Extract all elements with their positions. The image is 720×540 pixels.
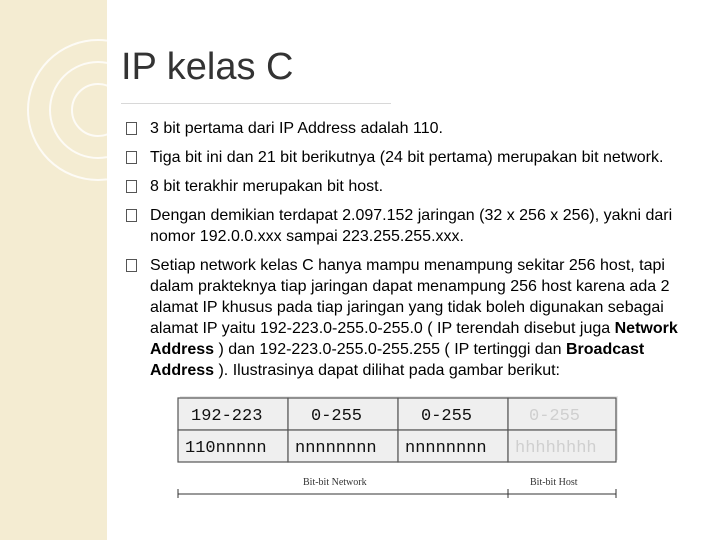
bottom-label-2: nnnnnnnn xyxy=(295,439,377,458)
top-label-2: 0-255 xyxy=(311,407,363,426)
bullet-text-part: ). Ilustrasinya dapat dilihat pada gambar berikut: xyxy=(214,362,560,379)
bullet-text: 3 bit pertama dari IP Address adalah 110. xyxy=(150,120,443,137)
bullet-item xyxy=(126,176,698,197)
bullet-item xyxy=(126,118,698,139)
class-c-bit-diagram xyxy=(175,393,625,513)
slide-title: IP kelas C xyxy=(121,46,294,88)
decorative-circles xyxy=(0,0,107,540)
top-label-4: 0-255 xyxy=(529,407,581,426)
bullet-text-part: ) dan 192-223.0-255.0-255.255 ( IP tertinggi dan xyxy=(214,341,566,358)
decorative-side-band xyxy=(0,0,107,540)
bullet-item xyxy=(126,255,698,381)
bullet-item xyxy=(126,147,698,168)
network-bits-label: Bit-bit Network xyxy=(303,477,367,488)
bullet-text-part: Setiap network kelas C hanya mampu menampung sekitar 256 host, tapi dalam prakteknya tiap jaringan dapat menampung 256 host karena ada 2 alamat IP khusus pada tiap jaringan yang tidak boleh digunakan sebagai alamat IP yaitu 192-223.0-255.0-255.0 ( IP terendah disebut juga xyxy=(150,257,670,337)
network-address-term: Network Address xyxy=(150,320,678,358)
bullet-text: Dengan demikian terdapat 2.097.152 jaringan (32 x 256 x 256), yakni dari nomor 192.0.0.xxx sampai 223.255.255.xxx. xyxy=(150,207,673,245)
top-label-3: 0-255 xyxy=(421,407,473,426)
title-underline xyxy=(121,103,391,104)
bottom-label-1: 110nnnnn xyxy=(185,439,267,458)
bullet-item xyxy=(126,205,698,247)
bullet-text: 8 bit terakhir merupakan bit host. xyxy=(150,178,384,195)
bullet-box-icon xyxy=(126,180,137,193)
top-label-1: 192-223 xyxy=(191,407,263,426)
bottom-label-4: hhhhhhhh xyxy=(515,439,597,458)
bullet-box-icon xyxy=(126,122,137,135)
bullet-list xyxy=(126,118,698,389)
bullet-box-icon xyxy=(126,151,137,164)
bullet-box-icon xyxy=(126,259,137,272)
bottom-label-3: nnnnnnnn xyxy=(405,439,487,458)
bullet-box-icon xyxy=(126,209,137,222)
host-bits-label: Bit-bit Host xyxy=(530,477,578,488)
bullet-text: Tiga bit ini dan 21 bit berikutnya (24 bit pertama) merupakan bit network. xyxy=(150,149,664,166)
broadcast-address-term: Broadcast Address xyxy=(150,341,645,379)
